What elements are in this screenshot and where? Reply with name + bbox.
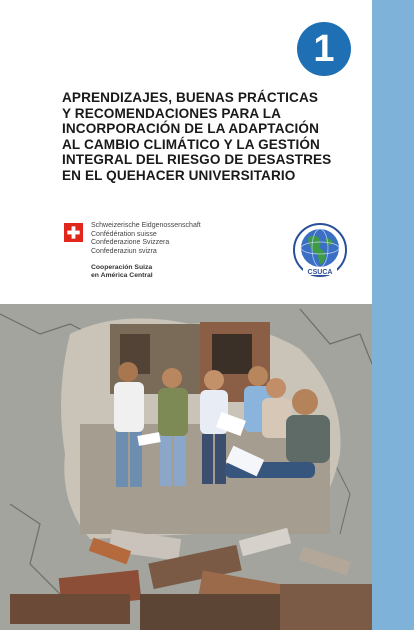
confederation-line: Confederaziun svizra	[91, 247, 157, 255]
confederation-line: Confederazione Svizzera	[91, 239, 170, 247]
swiss-cooperation-text	[91, 264, 153, 281]
title-line: INTEGRAL DEL RIESGO DE DESASTRES	[62, 152, 332, 168]
volume-number-badge: 1	[297, 22, 351, 76]
swiss-flag-icon	[64, 223, 83, 242]
title-line: INCORPORACIÓN DE LA ADAPTACIÓN	[62, 121, 319, 137]
confederation-line: Schweizerische Eidgenossenschaft	[91, 222, 201, 229]
cover-title	[62, 90, 362, 184]
confederation-line: Confédération suisse	[91, 230, 157, 238]
cooperation-line: en América Central	[91, 272, 153, 280]
side-color-stripe	[372, 0, 414, 630]
title-line: EN EL QUEHACER UNIVERSITARIO	[62, 167, 296, 183]
title-line: Y RECOMENDACIONES PARA LA	[62, 105, 282, 121]
cooperation-line: Cooperación Suiza	[91, 264, 153, 271]
csuca-globe-logo	[292, 222, 348, 278]
csuca-logo-text: CSUCA	[307, 269, 333, 276]
swiss-confederation-text	[91, 222, 201, 256]
cover-photo-students-in-rubble	[0, 304, 372, 630]
title-line: APRENDIZAJES, BUENAS PRÁCTICAS	[62, 90, 319, 105]
title-line: AL CAMBIO CLIMÁTICO Y LA GESTIÓN	[62, 136, 320, 152]
